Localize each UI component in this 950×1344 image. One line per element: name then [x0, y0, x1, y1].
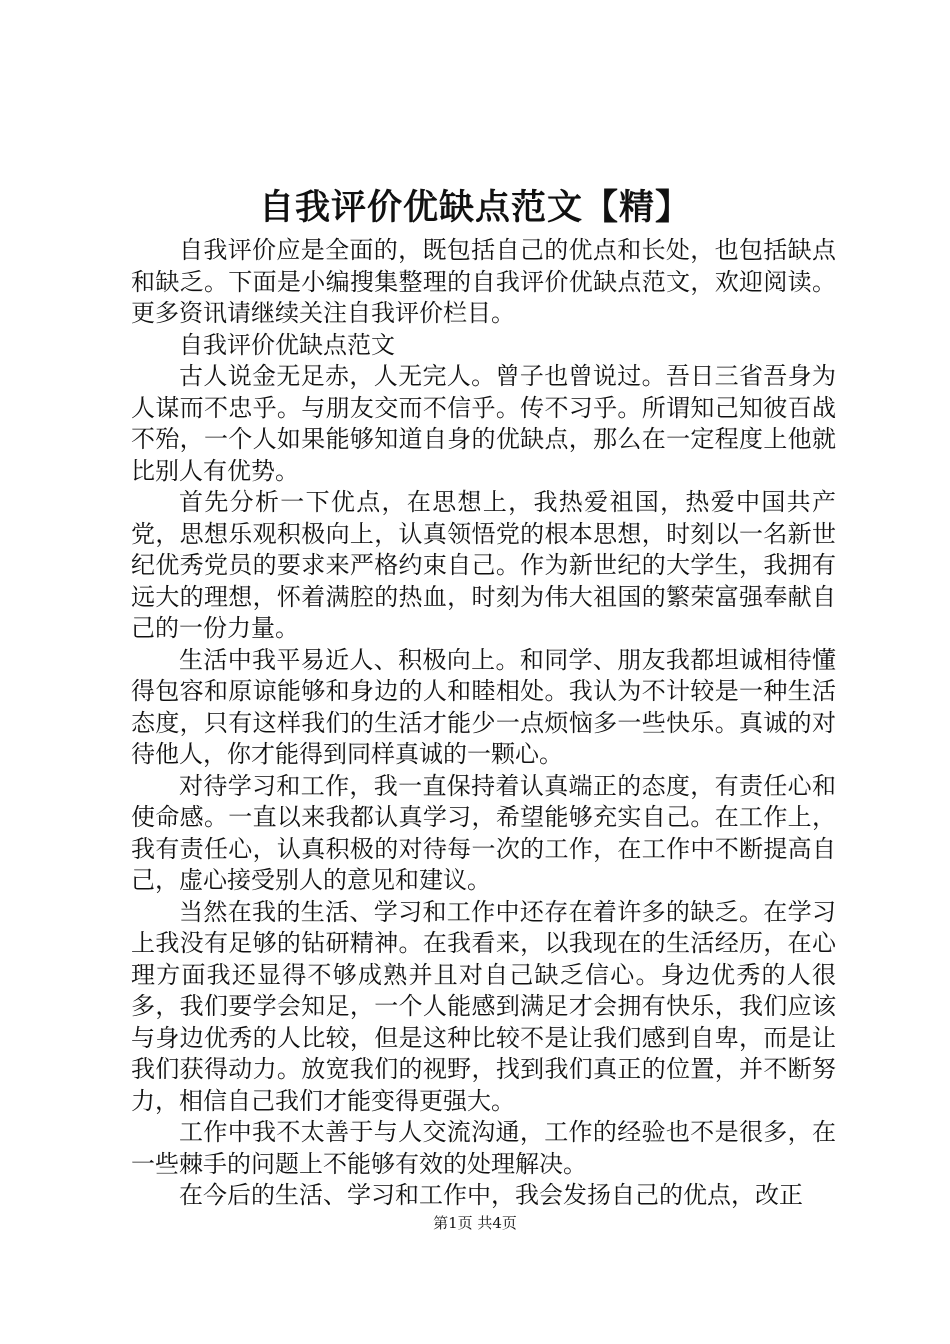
page-number-footer: 第1页 共4页 [433, 1214, 517, 1232]
paragraph-subheading: 自我评价优缺点范文 [179, 330, 395, 359]
paragraph: 当然在我的生活、学习和工作中还存在着许多的缺乏。在学习上我没有足够的钻研精神。在我看来，以我现在的生活经历，在心理方面我还显得不够成熟并且对自己缺乏信心。身边优秀的人很多，我们要学会知足，一个人能感到满足才会拥有快乐，我们应该与身边优秀的人比较，但是这种比较不是让我们感到自卑，而是让我们获得动力。放宽我们的视野，找到我们真正的位置，并不断努力，相信自己我们才能变得更强大。 [131, 897, 836, 1115]
paragraph: 生活中我平易近人、积极向上。和同学、朋友我都坦诚相待懂得包容和原谅能够和身边的人和睦相处。我认为不计较是一种生活态度，只有这样我们的生活才能少一点烦恼多一些快乐。真诚的对待他人，你才能得到同样真诚的一颗心。 [131, 645, 836, 768]
paragraph: 在今后的生活、学习和工作中，我会发扬自己的优点，改正 [179, 1181, 803, 1209]
paragraph: 工作中我不太善于与人交流沟通，工作的经验也不是很多，在一些棘手的问题上不能够有效的处理解决。 [131, 1118, 836, 1178]
paragraph: 对待学习和工作，我一直保持着认真端正的态度，有责任心和使命感。一直以来我都认真学习，希望能够充实自己。在工作上，我有责任心，认真积极的对待每一次的工作，在工作中不断提高自己，虚心接受别人的意见和建议。 [131, 771, 836, 894]
document-body [131, 235, 836, 1212]
paragraph-intro: 自我评价应是全面的，既包括自己的优点和长处，也包括缺点和缺乏。下面是小编搜集整理的自我评价优缺点范文，欢迎阅读。更多资讯请继续关注自我评价栏目。 [131, 236, 836, 327]
paragraph: 首先分析一下优点，在思想上，我热爱祖国，热爱中国共产党，思想乐观积极向上，认真领悟党的根本思想，时刻以一名新世纪优秀党员的要求来严格约束自己。作为新世纪的大学生，我拥有远大的理想，怀着满腔的热血，时刻为伟大祖国的繁荣富强奉献自己的一份力量。 [131, 488, 836, 642]
paragraph: 古人说金无足赤，人无完人。曾子也曾说过。吾日三省吾身为人谋而不忠乎。与朋友交而不信乎。传不习乎。所谓知己知彼百战不殆，一个人如果能够知道自身的优缺点，那么在一定程度上他就比别人有优势。 [131, 362, 836, 485]
document-title: 自我评价优缺点范文【精】 [258, 187, 691, 228]
